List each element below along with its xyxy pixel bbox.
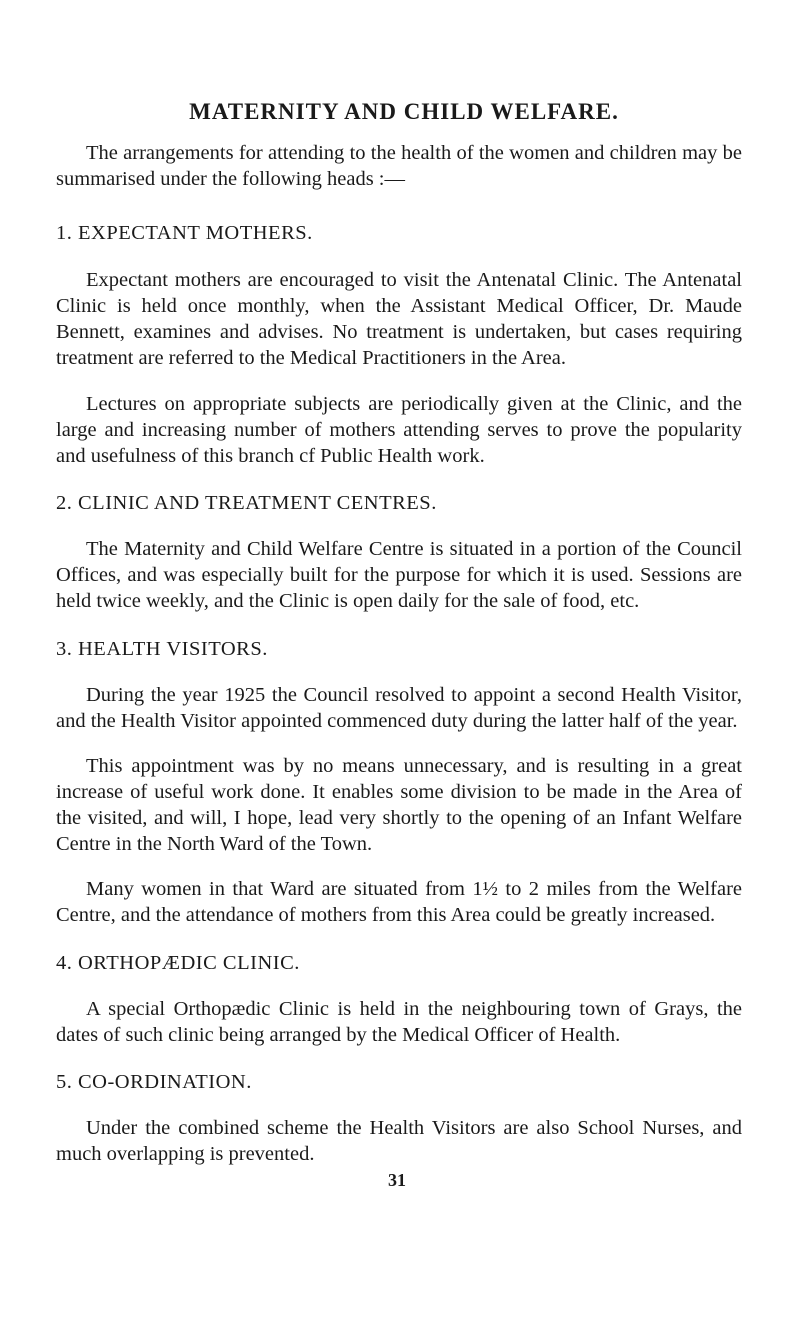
section-paragraph: This appointment was by no means unnecessary, and is resulting in a great increase of useful work done. It enables some division to be made in the Area of the visited, and will, I hope, lead very shortly to the opening of an Infant Welfare Centre in the North Ward of the Town. — [56, 755, 742, 855]
intro-paragraph: The arrangements for attending to the health of the women and children may be summarised under the following heads :— — [56, 142, 742, 190]
section-heading-clinic-treatment-centres: 2. CLINIC AND TREATMENT CENTRES. — [56, 492, 437, 514]
page-number: 31 — [388, 1170, 406, 1190]
section-heading-health-visitors: 3. HEALTH VISITORS. — [56, 638, 268, 660]
section-heading-orthopaedic-clinic: 4. ORTHOPÆDIC CLINIC. — [56, 952, 300, 974]
section-paragraph: During the year 1925 the Council resolved to appoint a second Health Visitor, and the Health Visitor appointed commenced duty during the latter half of the year. — [56, 684, 742, 732]
section-paragraph: A special Orthopædic Clinic is held in the neighbouring town of Grays, the dates of such clinic being arranged by the Medical Officer of Health. — [56, 998, 742, 1046]
section-paragraph: Under the combined scheme the Health Visitors are also School Nurses, and much overlapping is prevented. — [56, 1117, 742, 1165]
section-heading-expectant-mothers: 1. EXPECTANT MOTHERS. — [56, 222, 313, 244]
section-heading-co-ordination: 5. CO-ORDINATION. — [56, 1071, 252, 1093]
section-paragraph: Many women in that Ward are situated from 1½ to 2 miles from the Welfare Centre, and the attendance of mothers from this Area could be greatly increased. — [56, 878, 742, 926]
section-paragraph: Lectures on appropriate subjects are periodically given at the Clinic, and the large and increasing number of mothers attending serves to prove the popularity and usefulness of this branch cf Public Health work. — [56, 393, 742, 467]
section-paragraph: Expectant mothers are encouraged to visit the Antenatal Clinic. The Antenatal Clinic is held once monthly, when the Assistant Medical Officer, Dr. Maude Bennett, examines and advises. No treatment is undertaken, but cases requiring treatment are referred to the Medical Practitioners in the Area. — [56, 269, 742, 369]
section-paragraph: The Maternity and Child Welfare Centre is situated in a portion of the Council Offices, and was especially built for the purpose for which it is used. Sessions are held twice weekly, and the Clinic is open daily for the sale of food, etc. — [56, 538, 742, 612]
page-title: MATERNITY AND CHILD WELFARE. — [189, 99, 619, 124]
